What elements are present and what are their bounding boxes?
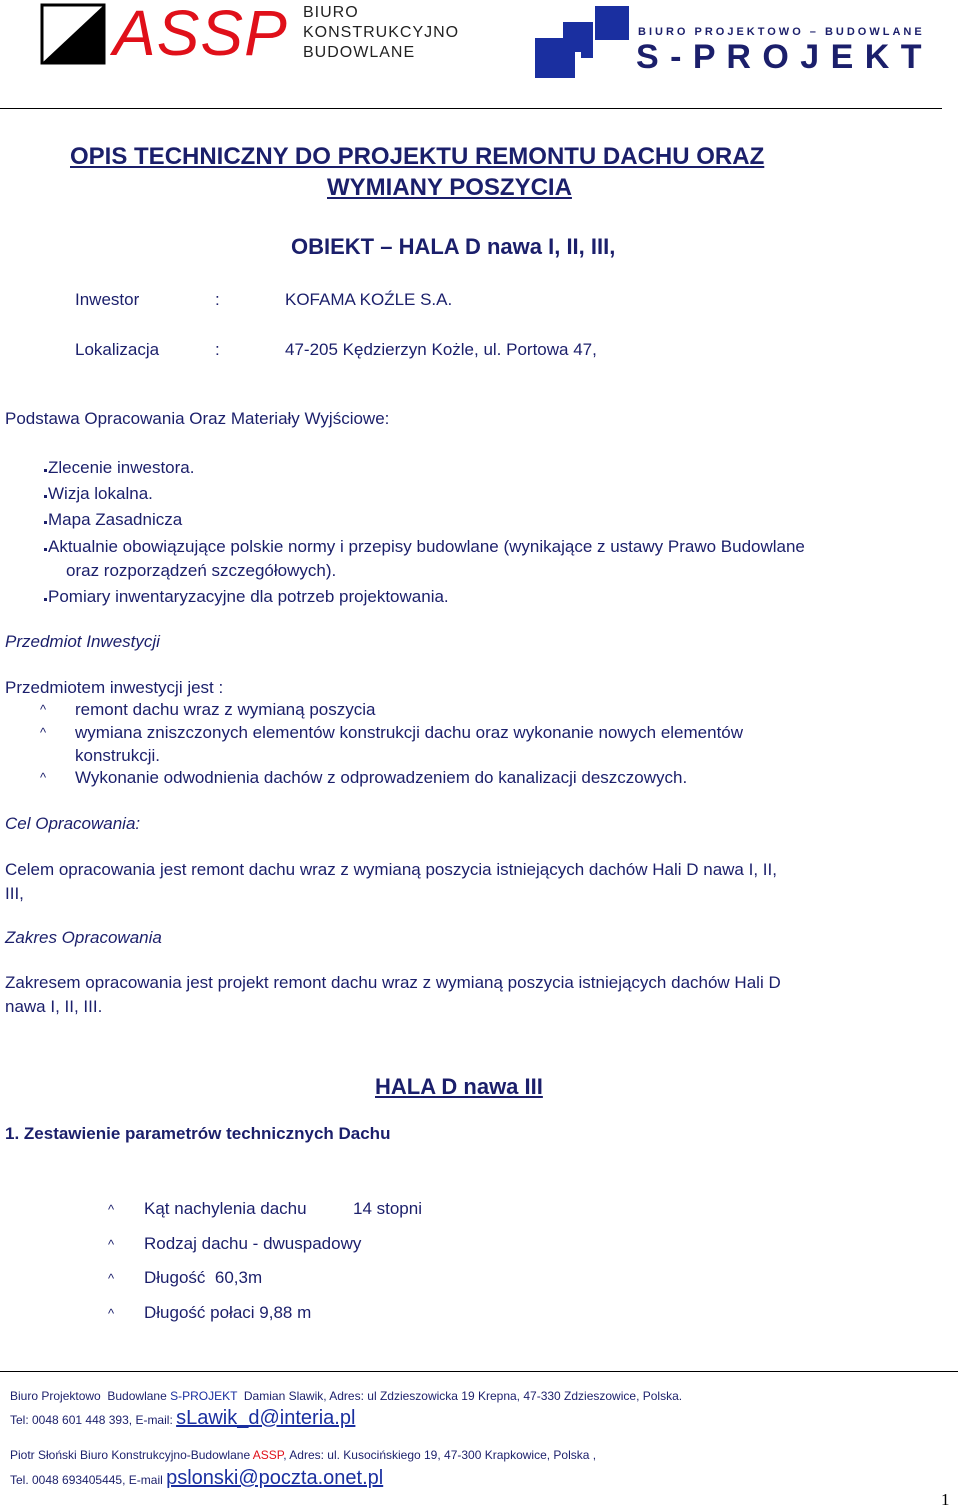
location-separator: : <box>215 340 220 359</box>
bullet-icon <box>44 495 47 498</box>
footer-sprojekt-address: Damian Slawik, Adres: ul Zdzieszowicka 19 Krepna, 47-330 Zdzieszowice, Polska. <box>237 1389 683 1403</box>
caret-bullet-icon: ^ <box>40 725 47 740</box>
bullet-icon <box>44 521 47 524</box>
caret-bullet-icon: ^ <box>108 1237 115 1252</box>
page-number: 1 <box>941 1490 950 1509</box>
location-label: Lokalizacja <box>75 340 160 359</box>
basis-item: Wizja lokalna. <box>48 484 153 503</box>
hall-title: HALA D nawa III <box>375 1074 543 1099</box>
caret-bullet-icon: ^ <box>108 1202 115 1217</box>
footer-assp-name: ASSP <box>252 1448 284 1462</box>
basis-item: Zlecenie inwestora. <box>48 458 195 477</box>
document-title-line-1: OPIS TECHNICZNY DO PROJEKTU REMONTU DACHU ORAZ <box>70 143 765 170</box>
investor-value: KOFAMA KOŹLE S.A. <box>285 290 453 309</box>
bullet-icon <box>44 598 47 601</box>
footer-assp-label: Piotr Słoński Biuro Konstrukcyjno-Budowlane <box>10 1448 253 1462</box>
investor-label: Inwestor <box>75 290 140 309</box>
footer-line-4 <box>10 1467 383 1490</box>
footer-email-link[interactable]: sLawik_d@interia.pl <box>176 1407 356 1429</box>
goal-heading: Cel Opracowania: <box>5 814 141 833</box>
assp-sub-line-2: KONSTRUKCYJNO <box>303 24 460 41</box>
footer-line-1 <box>10 1389 682 1403</box>
caret-bullet-icon: ^ <box>108 1271 115 1286</box>
sprojekt-emblem-icon <box>535 6 631 78</box>
subject-heading: Przedmiot Inwestycji <box>5 632 160 651</box>
assp-sub-line-3: BUDOWLANE <box>303 44 416 61</box>
basis-item-continuation: oraz rozporządzeń szczegółowych). <box>66 561 337 580</box>
subject-item-continuation: konstrukcji. <box>75 746 161 765</box>
assp-sub-line-1: BIURO <box>303 4 359 21</box>
basis-item: Pomiary inwentaryzacyjne dla potrzeb projektowania. <box>48 587 449 606</box>
param-label: Długość 60,3m <box>144 1268 263 1287</box>
basis-heading: Podstawa Opracowania Oraz Materiały Wyjściowe: <box>5 409 390 428</box>
bullet-icon <box>44 548 47 551</box>
caret-bullet-icon: ^ <box>108 1306 115 1321</box>
bullet-icon <box>44 469 47 472</box>
caret-bullet-icon: ^ <box>40 702 47 717</box>
caret-bullet-icon: ^ <box>40 770 47 785</box>
assp-emblem-icon <box>40 3 110 67</box>
investor-separator: : <box>215 290 220 309</box>
param-label: Kąt nachylenia dachu <box>144 1199 307 1218</box>
basis-item: Mapa Zasadnicza <box>48 510 183 529</box>
scope-text-line-1: Zakresem opracowania jest projekt remont dachu wraz z wymianą poszycia istniejących dachów Hali D <box>5 973 781 992</box>
scope-heading: Zakres Opracowania <box>5 928 162 947</box>
subject-item: Wykonanie odwodnienia dachów z odprowadzeniem do kanalizacji deszczowych. <box>75 768 688 787</box>
basis-item: Aktualnie obowiązujące polskie normy i przepisy budowlane (wynikające z ustawy Prawo Budowlane <box>48 537 805 556</box>
footer-phone: Tel: 0048 601 448 393, E-mail: <box>10 1413 177 1427</box>
object-title: OBIEKT – HALA D nawa I, II, III, <box>291 234 616 259</box>
subject-item: wymiana zniszczonych elementów konstrukcji dachu oraz wykonanie nowych elementów <box>75 723 744 742</box>
params-heading: 1. Zestawienie parametrów technicznych Dachu <box>5 1124 391 1143</box>
subject-intro: Przedmiotem inwestycji jest : <box>5 678 224 697</box>
param-label: Długość połaci 9,88 m <box>144 1303 312 1322</box>
scope-text-line-2: nawa I, II, III. <box>5 997 103 1016</box>
footer-line-3 <box>10 1448 596 1462</box>
param-label: Rodzaj dachu - dwuspadowy <box>144 1234 362 1253</box>
document-title-line-2: WYMIANY POSZYCIA <box>327 174 572 201</box>
goal-text-line-1: Celem opracowania jest remont dachu wraz z wymianą poszycia istniejących dachów Hali D nawa I, II, <box>5 860 777 879</box>
footer-email-link-2[interactable]: pslonski@poczta.onet.pl <box>166 1467 384 1489</box>
goal-text-line-2: III, <box>5 884 24 903</box>
footer-company-label: Biuro Projektowo Budowlane <box>10 1389 171 1403</box>
footer-sprojekt-name: S-PROJEKT <box>170 1389 238 1403</box>
sprojekt-name: S - P R O J E K T <box>636 38 923 76</box>
sprojekt-subtitle: BIURO PROJEKTOWO – BUDOWLANE <box>638 26 925 38</box>
footer-phone-2: Tel. 0048 693405445, E-mail <box>10 1473 167 1487</box>
footer-assp-address: , Adres: ul. Kusocińskiego 19, 47-300 Krapkowice, Polska , <box>283 1448 597 1462</box>
header-divider <box>0 108 942 109</box>
footer-line-2 <box>10 1407 355 1430</box>
location-value: 47-205 Kędzierzyn Kożle, ul. Portowa 47, <box>285 340 597 359</box>
param-value: 14 stopni <box>353 1199 422 1218</box>
subject-item: remont dachu wraz z wymianą poszycia <box>75 700 376 719</box>
assp-logo-text: ASSP <box>113 0 288 69</box>
footer-divider <box>0 1371 958 1372</box>
